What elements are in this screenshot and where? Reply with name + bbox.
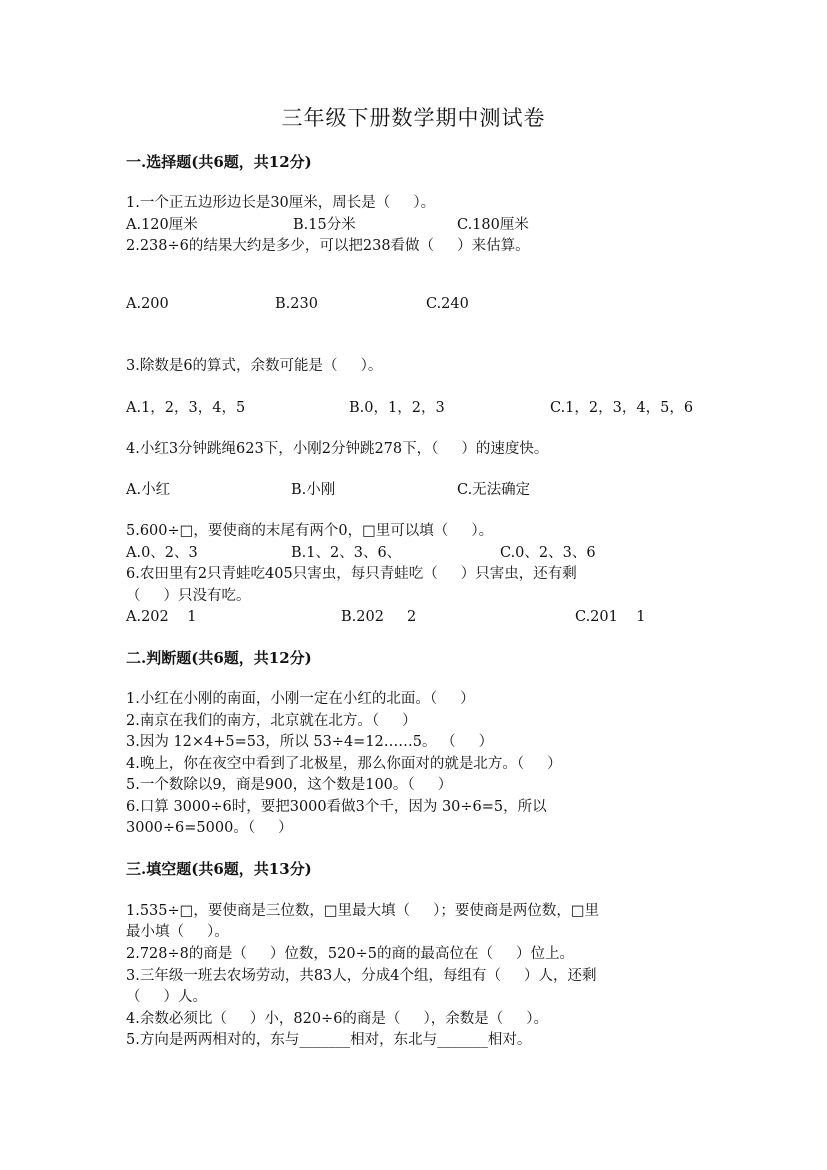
fill-blank-line: 5.方向是两两相对的，东与_______相对，东北与_______相对。: [126, 1032, 532, 1048]
option-b: B.202 2: [341, 609, 417, 625]
option-c: C.无法确定: [457, 482, 531, 498]
question-stem: 6.农田里有2只青蛙吃405只害虫，每只青蛙吃（ ）只害虫，还有剩: [126, 566, 577, 582]
option-a: A.120厘米: [126, 217, 198, 233]
section-heading-judgement: 二.判断题(共6题，共12分): [126, 649, 312, 667]
option-a: A.小红: [126, 482, 171, 498]
option-c: C.201 1: [575, 609, 646, 625]
question-stem: 3.除数是6的算式，余数可能是（ ）。: [126, 358, 383, 374]
fill-blank-line: 4.余数必须比（ ）小，820÷6的商是（ ），余数是（ ）。: [126, 1011, 549, 1027]
question-stem-continued: （ ）只没有吃。: [126, 588, 251, 604]
option-c: C.1，2，3，4，5，6: [550, 400, 694, 416]
option-c: C.240: [426, 296, 469, 312]
judgement-line: 4.晚上，你在夜空中看到了北极星，那么你面对的就是北方。（ ）: [126, 756, 562, 772]
option-b: B.小刚: [291, 482, 336, 498]
fill-blank-line: 2.728÷8的商是（ ）位数，520÷5的商的最高位在（ ）位上。: [126, 946, 575, 962]
fill-blank-line: 最小填（ ）。: [126, 924, 229, 940]
option-a: A.202 1: [126, 609, 197, 625]
judgement-line: 2.南京在我们的南方，北京就在北方。（ ）: [126, 713, 417, 729]
option-b: B.1、2、3、6、: [291, 545, 402, 561]
option-c: C.0、2、3、6: [500, 545, 596, 561]
section-heading-choice: 一.选择题(共6题，共12分): [126, 153, 312, 171]
fill-blank-line: （ ）人。: [126, 989, 208, 1005]
fill-blank-line: 3.三年级一班去农场劳动，共83人，分成4个组，每组有（ ）人，还剩: [126, 968, 597, 984]
judgement-line: 5.一个数除以9，商是900，这个数是100。（ ）: [126, 777, 453, 793]
judgement-line: 3.因为 12×4+5=53，所以 53÷4=12……5。 （ ）: [126, 734, 494, 750]
option-b: B.15分米: [293, 217, 356, 233]
judgement-line: 6.口算 3000÷6时，要把3000看做3个千，因为 30÷6=5，所以: [126, 799, 547, 815]
judgement-line: 1.小红在小刚的南面，小刚一定在小红的北面。（ ）: [126, 691, 475, 707]
option-a: A.1，2，3，4，5: [126, 400, 246, 416]
question-stem: 4.小红3分钟跳绳623下，小刚2分钟跳278下，（ ）的速度快。: [126, 441, 549, 457]
option-b: B.0，1，2，3: [349, 400, 445, 416]
option-b: B.230: [275, 296, 318, 312]
option-a: A.0、2、3: [126, 545, 198, 561]
fill-blank-line: 1.535÷□，要使商是三位数，□里最大填（ ）；要使商是两位数，□里: [126, 903, 600, 919]
judgement-line: 3000÷6=5000。（ ）: [126, 820, 293, 836]
question-stem: 5.600÷□，要使商的末尾有两个0，□里可以填（ ）。: [126, 523, 494, 539]
question-stem: 1.一个正五边形边长是30厘米，周长是（ ）。: [126, 195, 436, 211]
section-heading-fill-blank: 三.填空题(共6题，共13分): [126, 860, 312, 878]
question-stem: 2.238÷6的结果大约是多少，可以把238看做（ ）来估算。: [126, 238, 530, 254]
option-c: C.180厘米: [457, 217, 529, 233]
option-a: A.200: [126, 296, 169, 312]
page-title: 三年级下册数学期中测试卷: [281, 106, 546, 130]
